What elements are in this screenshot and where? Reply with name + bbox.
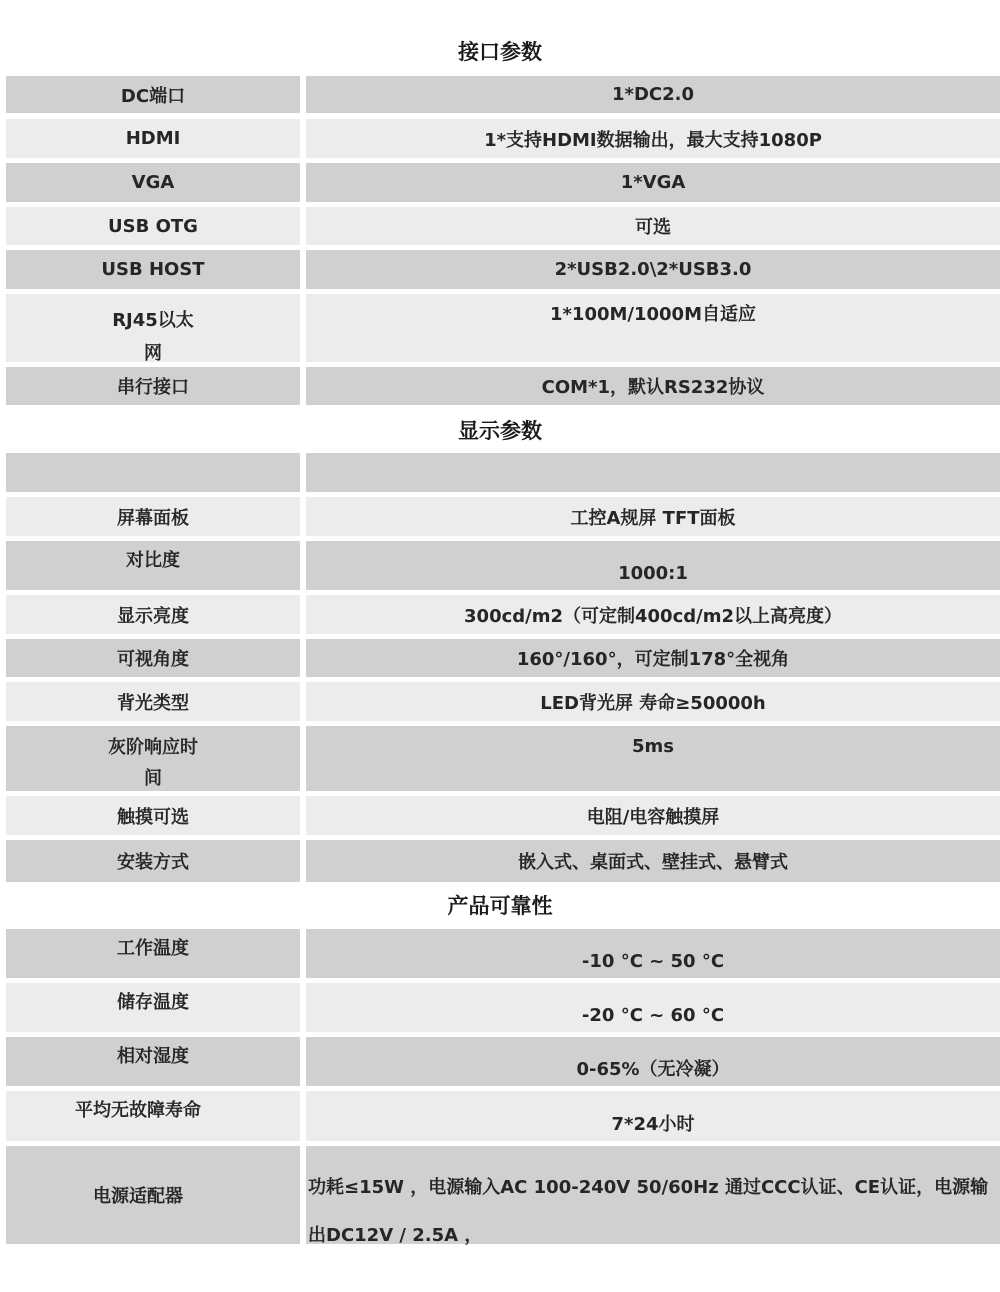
row-label: RJ45以太网 (6, 294, 300, 362)
row-value: 工控A规屏 TFT面板 (306, 497, 1000, 536)
row-label: 储存温度 (6, 983, 300, 1032)
table-row (6, 726, 1000, 791)
row-label: 显示亮度 (6, 595, 300, 634)
row-label: USB OTG (6, 207, 300, 245)
row-label: 触摸可选 (6, 796, 300, 835)
row-label: 可视角度 (6, 639, 300, 677)
row-label: USB HOST (6, 250, 300, 289)
table-row (6, 207, 1000, 245)
row-value: 电阻/电容触摸屏 (306, 796, 1000, 835)
row-value: 0-65%（无冷凝） (306, 1037, 1000, 1086)
table-row (6, 1037, 1000, 1086)
row-value: 1*VGA (306, 163, 1000, 202)
row-label: 对比度 (6, 541, 300, 590)
row-label: 背光类型 (6, 682, 300, 721)
table-row (6, 294, 1000, 362)
section-title-interface: 接口参数 (458, 40, 542, 64)
row-value: 1000:1 (306, 541, 1000, 590)
table-row (6, 1146, 1000, 1244)
row-value: 功耗≤15W ，电源输入AC 100-240V 50/60Hz 通过CCC认证、CE认证，电源输出DC12V / 2.5A ， (306, 1146, 1000, 1244)
table-row (6, 250, 1000, 289)
row-label: 串行接口 (6, 367, 300, 405)
row-value: 2*USB2.0\2*USB3.0 (306, 250, 1000, 289)
table-row (6, 119, 1000, 158)
row-value (306, 453, 1000, 492)
table-row (6, 76, 1000, 113)
table-row (6, 682, 1000, 721)
row-value: COM*1，默认RS232协议 (306, 367, 1000, 405)
section-title-display: 显示参数 (458, 419, 542, 443)
row-value: 嵌入式、桌面式、壁挂式、悬臂式 (306, 840, 1000, 882)
table-row (6, 639, 1000, 677)
table-row (6, 541, 1000, 590)
table-row (6, 840, 1000, 882)
row-label: 灰阶响应时间 (6, 726, 300, 791)
row-value: 1*100M/1000M自适应 (306, 294, 1000, 362)
row-label: 安装方式 (6, 840, 300, 882)
row-label: VGA (6, 163, 300, 202)
row-label: 工作温度 (6, 929, 300, 978)
table-row (6, 453, 1000, 492)
row-value: -10 °C ~ 50 °C (306, 929, 1000, 978)
table-row (6, 497, 1000, 536)
row-label: 相对湿度 (6, 1037, 300, 1086)
row-value: 7*24小时 (306, 1091, 1000, 1141)
table-row (6, 163, 1000, 202)
row-label: 平均无故障寿命 (6, 1091, 300, 1141)
row-value: 300cd/m2（可定制400cd/m2以上高亮度） (306, 595, 1000, 634)
row-label: 电源适配器 (6, 1146, 300, 1244)
table-row (6, 367, 1000, 405)
table-row (6, 929, 1000, 978)
table-row (6, 1091, 1000, 1141)
row-value: 1*支持HDMI数据输出，最大支持1080P (306, 119, 1000, 158)
table-row (6, 595, 1000, 634)
row-label: HDMI (6, 119, 300, 158)
section-title-reliability: 产品可靠性 (447, 894, 553, 918)
row-label: 屏幕面板 (6, 497, 300, 536)
row-value: 160°/160°，可定制178°全视角 (306, 639, 1000, 677)
table-row (6, 983, 1000, 1032)
row-value: 1*DC2.0 (306, 76, 1000, 113)
row-value: 可选 (306, 207, 1000, 245)
row-value: LED背光屏 寿命≥50000h (306, 682, 1000, 721)
row-value: 5ms (306, 726, 1000, 791)
row-value: -20 °C ~ 60 °C (306, 983, 1000, 1032)
table-row (6, 796, 1000, 835)
row-label: DC端口 (6, 76, 300, 113)
row-label (6, 453, 300, 492)
